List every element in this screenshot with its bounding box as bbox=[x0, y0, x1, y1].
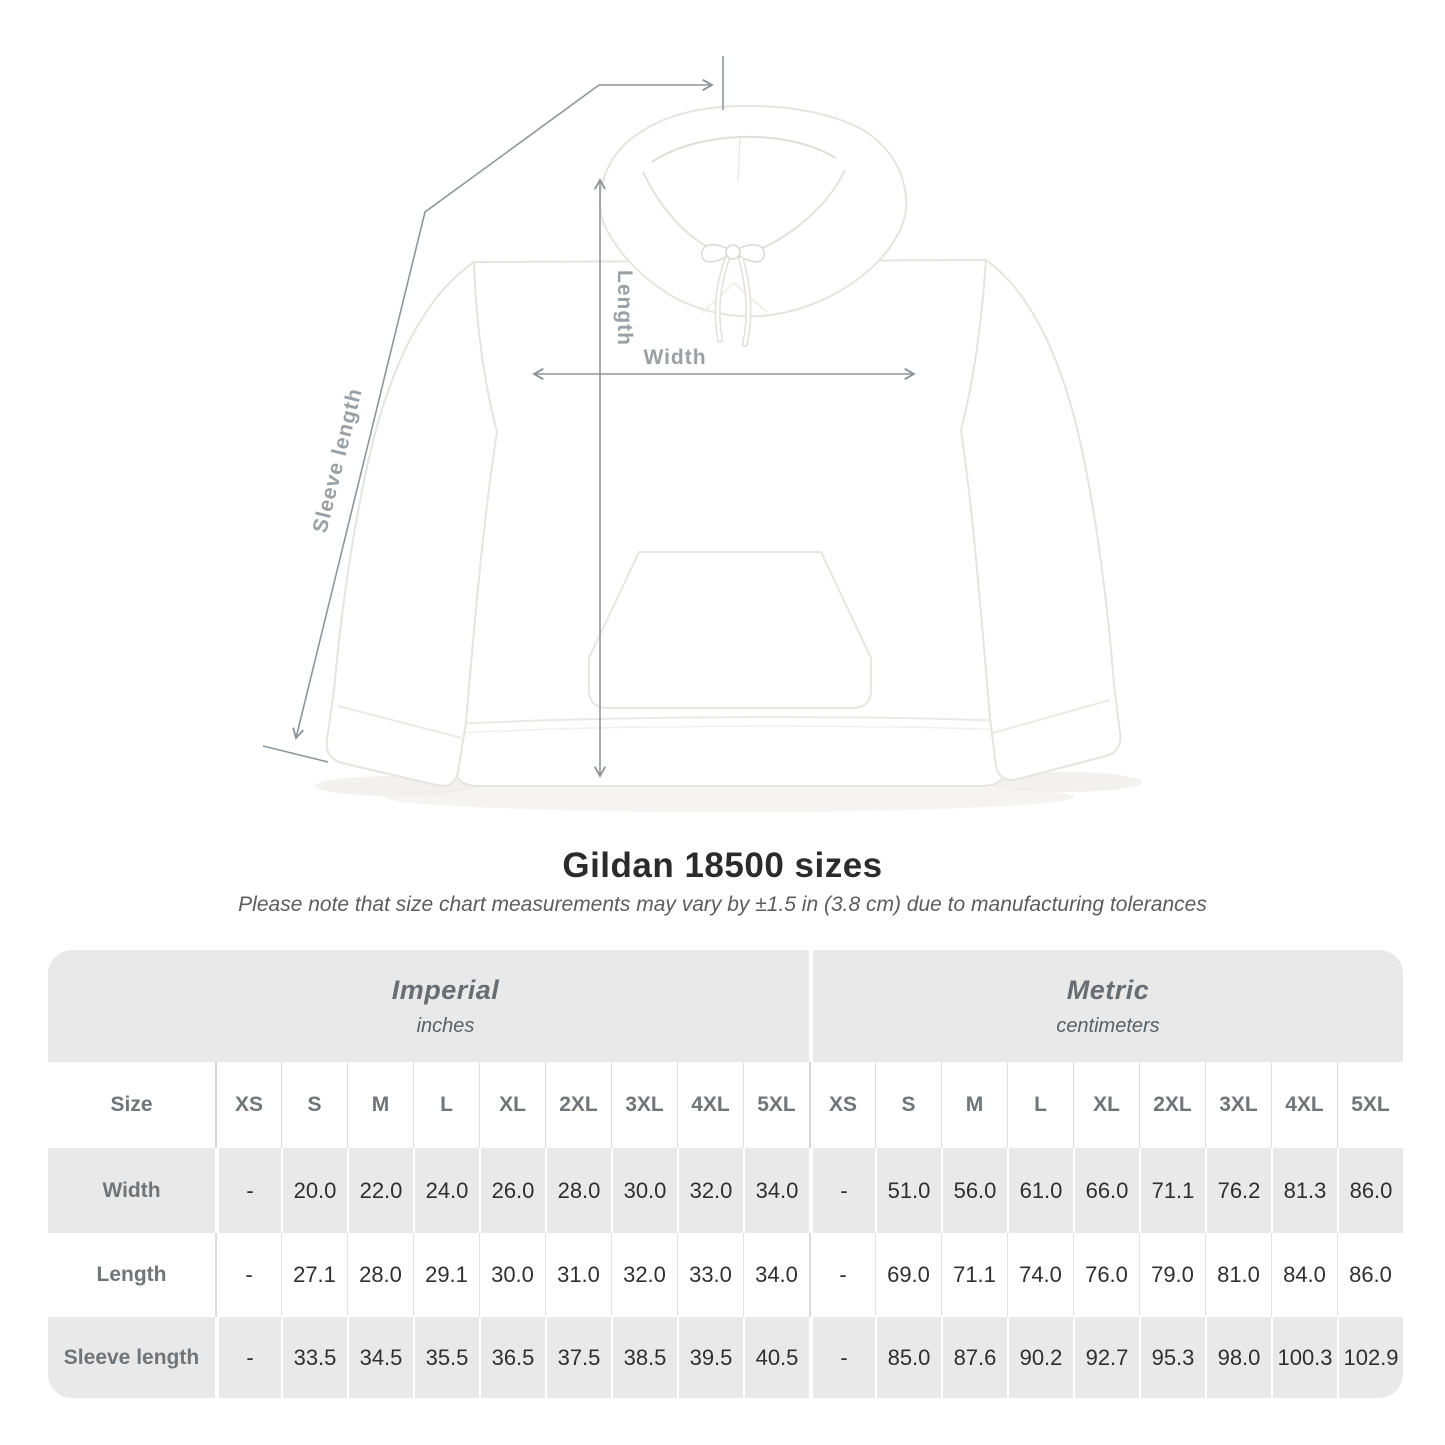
imperial-label: Imperial bbox=[391, 974, 500, 1005]
length-met-l: 74.0 bbox=[1007, 1233, 1073, 1317]
sleeve-met-xs: - bbox=[809, 1317, 875, 1398]
sleeve-met-m: 87.6 bbox=[941, 1317, 1007, 1398]
table-row-width bbox=[48, 1148, 1403, 1233]
width-met-s: 51.0 bbox=[875, 1148, 941, 1233]
kangaroo-pocket bbox=[589, 552, 871, 708]
sleeve-imp-2xl: 37.5 bbox=[545, 1317, 611, 1398]
width-met-3xl: 76.2 bbox=[1205, 1148, 1271, 1233]
length-met-2xl: 79.0 bbox=[1139, 1233, 1205, 1317]
sleeve-imp-s: 33.5 bbox=[281, 1317, 347, 1398]
length-imp-xs: - bbox=[215, 1233, 281, 1317]
width-imp-l: 24.0 bbox=[413, 1148, 479, 1233]
row-label-width: Width bbox=[102, 1178, 161, 1202]
sleeve-imp-m: 34.5 bbox=[347, 1317, 413, 1398]
length-imp-l: 29.1 bbox=[413, 1233, 479, 1317]
unit-group-row bbox=[48, 950, 1403, 1062]
length-imp-m: 28.0 bbox=[347, 1233, 413, 1317]
length-imp-3xl: 32.0 bbox=[611, 1233, 677, 1317]
sleeve-met-3xl: 98.0 bbox=[1205, 1317, 1271, 1398]
width-met-2xl: 71.1 bbox=[1139, 1148, 1205, 1233]
size-header-met-2xl: 2XL bbox=[1139, 1062, 1205, 1148]
length-imp-4xl: 33.0 bbox=[677, 1233, 743, 1317]
width-imp-xl: 26.0 bbox=[479, 1148, 545, 1233]
size-header-met-s: S bbox=[875, 1062, 941, 1148]
metric-label: Metric bbox=[1066, 974, 1150, 1005]
width-imp-xs: - bbox=[215, 1148, 281, 1233]
size-header-imp-2xl: 2XL bbox=[545, 1062, 611, 1148]
width-imp-m: 22.0 bbox=[347, 1148, 413, 1233]
size-header-imp-5xl: 5XL bbox=[743, 1062, 809, 1148]
width-met-l: 61.0 bbox=[1007, 1148, 1073, 1233]
page-title: Gildan 18500 sizes bbox=[562, 846, 883, 885]
size-header-met-3xl: 3XL bbox=[1205, 1062, 1271, 1148]
row-label-sleeve-length: Sleeve length bbox=[63, 1345, 200, 1369]
width-imp-2xl: 28.0 bbox=[545, 1148, 611, 1233]
sleeve-imp-xs: - bbox=[215, 1317, 281, 1398]
length-met-xl: 76.0 bbox=[1073, 1233, 1139, 1317]
sleeve-imp-3xl: 38.5 bbox=[611, 1317, 677, 1398]
unit-group-imperial bbox=[48, 950, 809, 1062]
sleeve-met-s: 85.0 bbox=[875, 1317, 941, 1398]
size-table bbox=[48, 950, 1403, 1398]
sleeve-met-l: 90.2 bbox=[1007, 1317, 1073, 1398]
width-imp-4xl: 32.0 bbox=[677, 1148, 743, 1233]
unit-group-metric bbox=[809, 950, 1403, 1062]
width-met-m: 56.0 bbox=[941, 1148, 1007, 1233]
cuff-reference-tick bbox=[263, 746, 328, 762]
width-met-xl: 66.0 bbox=[1073, 1148, 1139, 1233]
sleeve-imp-l: 35.5 bbox=[413, 1317, 479, 1398]
size-header-imp-3xl: 3XL bbox=[611, 1062, 677, 1148]
sleeve-length-label: Sleeve length bbox=[308, 385, 367, 536]
size-header-row bbox=[48, 1062, 1403, 1148]
length-label: Length bbox=[613, 270, 636, 346]
length-met-3xl: 81.0 bbox=[1205, 1233, 1271, 1317]
sleeve-met-xl: 92.7 bbox=[1073, 1317, 1139, 1398]
row-label-length: Length bbox=[96, 1263, 167, 1286]
metric-sublabel: centimeters bbox=[1056, 1014, 1160, 1037]
size-header-met-xl: XL bbox=[1073, 1062, 1139, 1148]
size-header-met-4xl: 4XL bbox=[1271, 1062, 1337, 1148]
width-met-xs: - bbox=[809, 1148, 875, 1233]
size-header-imp-s: S bbox=[281, 1062, 347, 1148]
size-header-imp-xl: XL bbox=[479, 1062, 545, 1148]
length-imp-2xl: 31.0 bbox=[545, 1233, 611, 1317]
sleeve-imp-5xl: 40.5 bbox=[743, 1317, 809, 1398]
size-header-imp-xs: XS bbox=[215, 1062, 281, 1148]
width-imp-3xl: 30.0 bbox=[611, 1148, 677, 1233]
width-label: Width bbox=[643, 346, 707, 369]
size-col-header: Size bbox=[110, 1093, 153, 1116]
length-met-xs: - bbox=[809, 1233, 875, 1317]
width-met-4xl: 81.3 bbox=[1271, 1148, 1337, 1233]
size-header-met-5xl: 5XL bbox=[1337, 1062, 1403, 1148]
length-imp-xl: 30.0 bbox=[479, 1233, 545, 1317]
width-imp-s: 20.0 bbox=[281, 1148, 347, 1233]
sleeve-met-5xl: 102.9 bbox=[1337, 1317, 1403, 1398]
size-header-imp-4xl: 4XL bbox=[677, 1062, 743, 1148]
length-met-4xl: 84.0 bbox=[1271, 1233, 1337, 1317]
sleeve-met-2xl: 95.3 bbox=[1139, 1317, 1205, 1398]
sleeve-met-4xl: 100.3 bbox=[1271, 1317, 1337, 1398]
size-header-met-m: M bbox=[941, 1062, 1007, 1148]
length-imp-s: 27.1 bbox=[281, 1233, 347, 1317]
table-row-length bbox=[48, 1233, 1403, 1317]
length-met-s: 69.0 bbox=[875, 1233, 941, 1317]
size-header-imp-l: L bbox=[413, 1062, 479, 1148]
imperial-sublabel: inches bbox=[416, 1014, 475, 1037]
table-row-sleeve-length bbox=[48, 1317, 1403, 1398]
width-imp-5xl: 34.0 bbox=[743, 1148, 809, 1233]
tolerance-note: Please note that size chart measurements may vary by ±1.5 in (3.8 cm) due to manufacturing tolerances bbox=[238, 893, 1207, 916]
length-met-m: 71.1 bbox=[941, 1233, 1007, 1317]
size-header-imp-m: M bbox=[347, 1062, 413, 1148]
width-met-5xl: 86.0 bbox=[1337, 1148, 1403, 1233]
size-header-met-xs: XS bbox=[809, 1062, 875, 1148]
length-imp-5xl: 34.0 bbox=[743, 1233, 809, 1317]
size-header-met-l: L bbox=[1007, 1062, 1073, 1148]
length-met-5xl: 86.0 bbox=[1337, 1233, 1403, 1317]
sleeve-imp-4xl: 39.5 bbox=[677, 1317, 743, 1398]
sleeve-imp-xl: 36.5 bbox=[479, 1317, 545, 1398]
